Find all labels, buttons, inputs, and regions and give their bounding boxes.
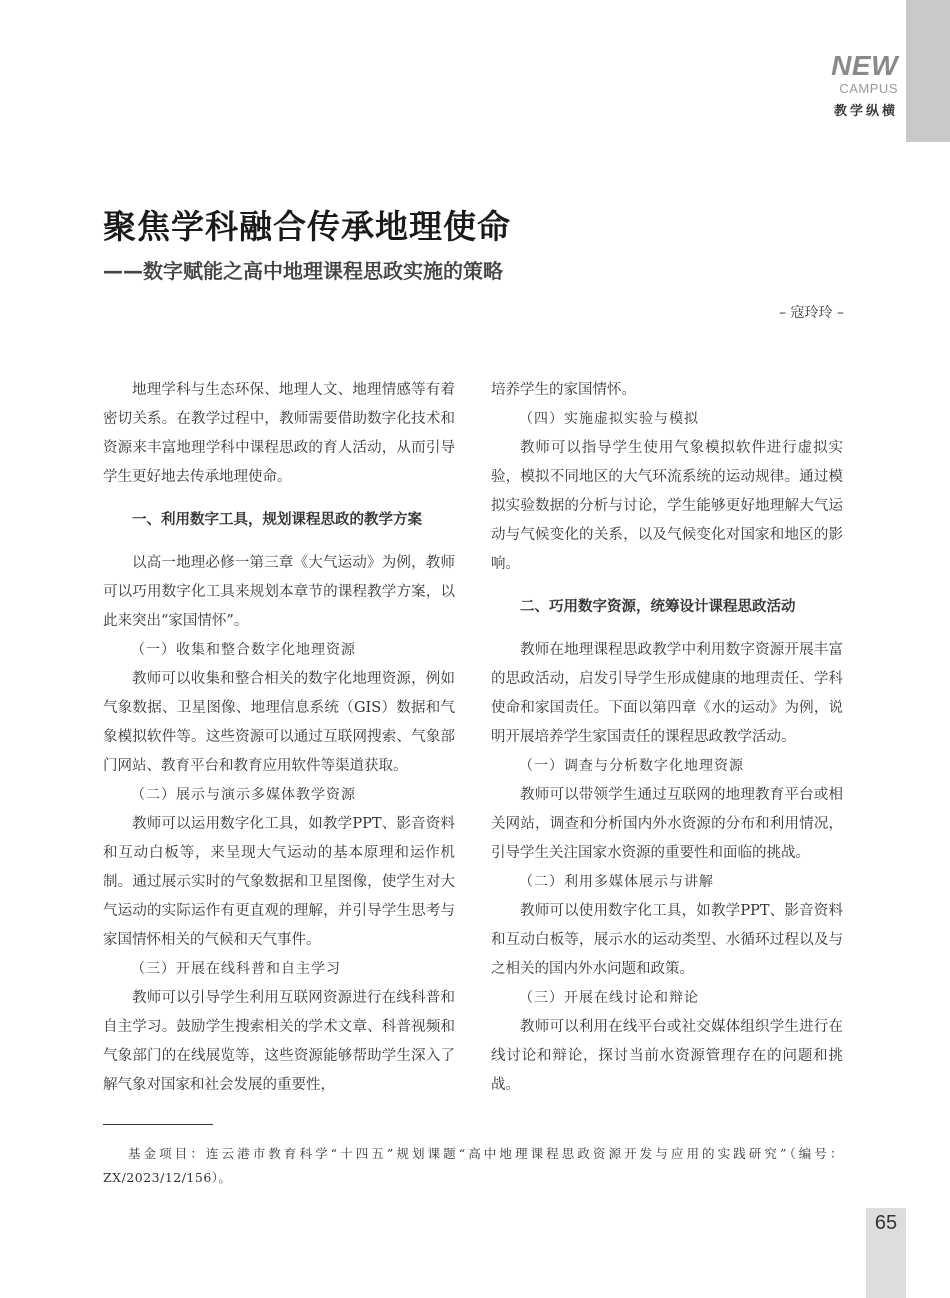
paragraph: 教师可以引导学生利用互联网资源进行在线科普和自主学习。鼓励学生搜索相关的学术文章、科普视频和气象部门的在线展览等，这些资源能够帮助学生深入了解气象对国家和社会发展的重要性， xyxy=(103,990,455,1093)
corner-tab xyxy=(906,0,950,142)
author-name: – 寇玲玲 – xyxy=(779,305,844,321)
article-title: 聚焦学科融合传承地理使命 xyxy=(103,207,511,246)
paragraph: 教师可以带领学生通过互联网的地理教育平台或相关网站，调查和分析国内外水资源的分布和利用情况，引导学生关注国家水资源的重要性和面临的挑战。 xyxy=(491,787,843,861)
footnote: 基金项目：连云港市教育科学“十四五”规划课题“高中地理课程思政资源开发与应用的实践研究”（编号：ZX/2023/12/156）。 xyxy=(103,1146,843,1185)
paragraph: 教师可以利用在线平台或社交媒体组织学生进行在线讨论和辩论，探讨当前水资源管理存在的问题和挑战。 xyxy=(491,1019,843,1093)
subsection-heading: （二）展示与演示多媒体教学资源 xyxy=(131,787,356,803)
subsection-heading: （一）调查与分析数字化地理资源 xyxy=(519,758,744,774)
paragraph: 教师可以使用数字化工具，如教学PPT、影音资料和互动白板等，展示水的运动类型、水循环过程以及与之相关的国内外水问题和政策。 xyxy=(491,903,843,977)
left-column xyxy=(103,376,455,1100)
brand-campus-logo: CAMPUS xyxy=(839,81,898,96)
article-subtitle: ——数字赋能之高中地理课程思政实施的策略 xyxy=(103,259,503,283)
paragraph-continuation: 培养学生的家国情怀。 xyxy=(491,382,636,398)
paragraph: 教师可以运用数字化工具，如教学PPT、影音资料和互动白板等，来呈现大气运动的基本原理和运作机制。通过展示实时的气象数据和卫星图像，使学生对大气运动的实际运作有更直观的理解，并引导学生思考与家国情怀相关的气候和天气事件。 xyxy=(103,816,455,948)
brand-new-logo: NEW xyxy=(831,50,898,81)
section-heading: 一、利用数字工具，规划课程思政的教学方案 xyxy=(132,512,422,528)
subsection-heading: （三）开展在线科普和自主学习 xyxy=(131,961,341,977)
right-column xyxy=(491,376,843,1100)
subsection-heading: （二）利用多媒体展示与讲解 xyxy=(519,874,714,890)
footnote-divider xyxy=(103,1124,213,1125)
paragraph: 教师在地理课程思政教学中利用数字资源开展丰富的思政活动，启发引导学生形成健康的地理责任、学科使命和家国责任。下面以第四章《水的运动》为例，说明开展培养学生家国责任的课程思政教学活动。 xyxy=(491,642,843,745)
section-heading: 二、巧用数字资源，统筹设计课程思政活动 xyxy=(520,599,796,615)
page-number: 65 xyxy=(874,1212,898,1234)
paragraph: 以高一地理必修一第三章《大气运动》为例，教师可以巧用数字化工具来规划本章节的课程教学方案，以此来突出“家国情怀”。 xyxy=(103,555,455,629)
section-label: 教学纵横 xyxy=(833,104,898,119)
subsection-heading: （四）实施虚拟实验与模拟 xyxy=(519,411,699,427)
subsection-heading: （一）收集和整合数字化地理资源 xyxy=(131,642,356,658)
paragraph: 地理学科与生态环保、地理人文、地理情感等有着密切关系。在教学过程中，教师需要借助数字化技术和资源来丰富地理学科中课程思政的育人活动，从而引导学生更好地去传承地理使命。 xyxy=(103,382,455,485)
subsection-heading: （三）开展在线讨论和辩论 xyxy=(519,990,699,1006)
paragraph: 教师可以收集和整合相关的数字化地理资源，例如气象数据、卫星图像、地理信息系统（GIS）数据和气象模拟软件等。这些资源可以通过互联网搜索、气象部门网站、教育平台和教育应用软件等渠道获取。 xyxy=(103,671,455,774)
paragraph: 教师可以指导学生使用气象模拟软件进行虚拟实验，模拟不同地区的大气环流系统的运动规律。通过模拟实验数据的分析与讨论，学生能够更好地理解大气运动与气候变化的关系，以及气候变化对国家和地区的影响。 xyxy=(491,440,843,572)
